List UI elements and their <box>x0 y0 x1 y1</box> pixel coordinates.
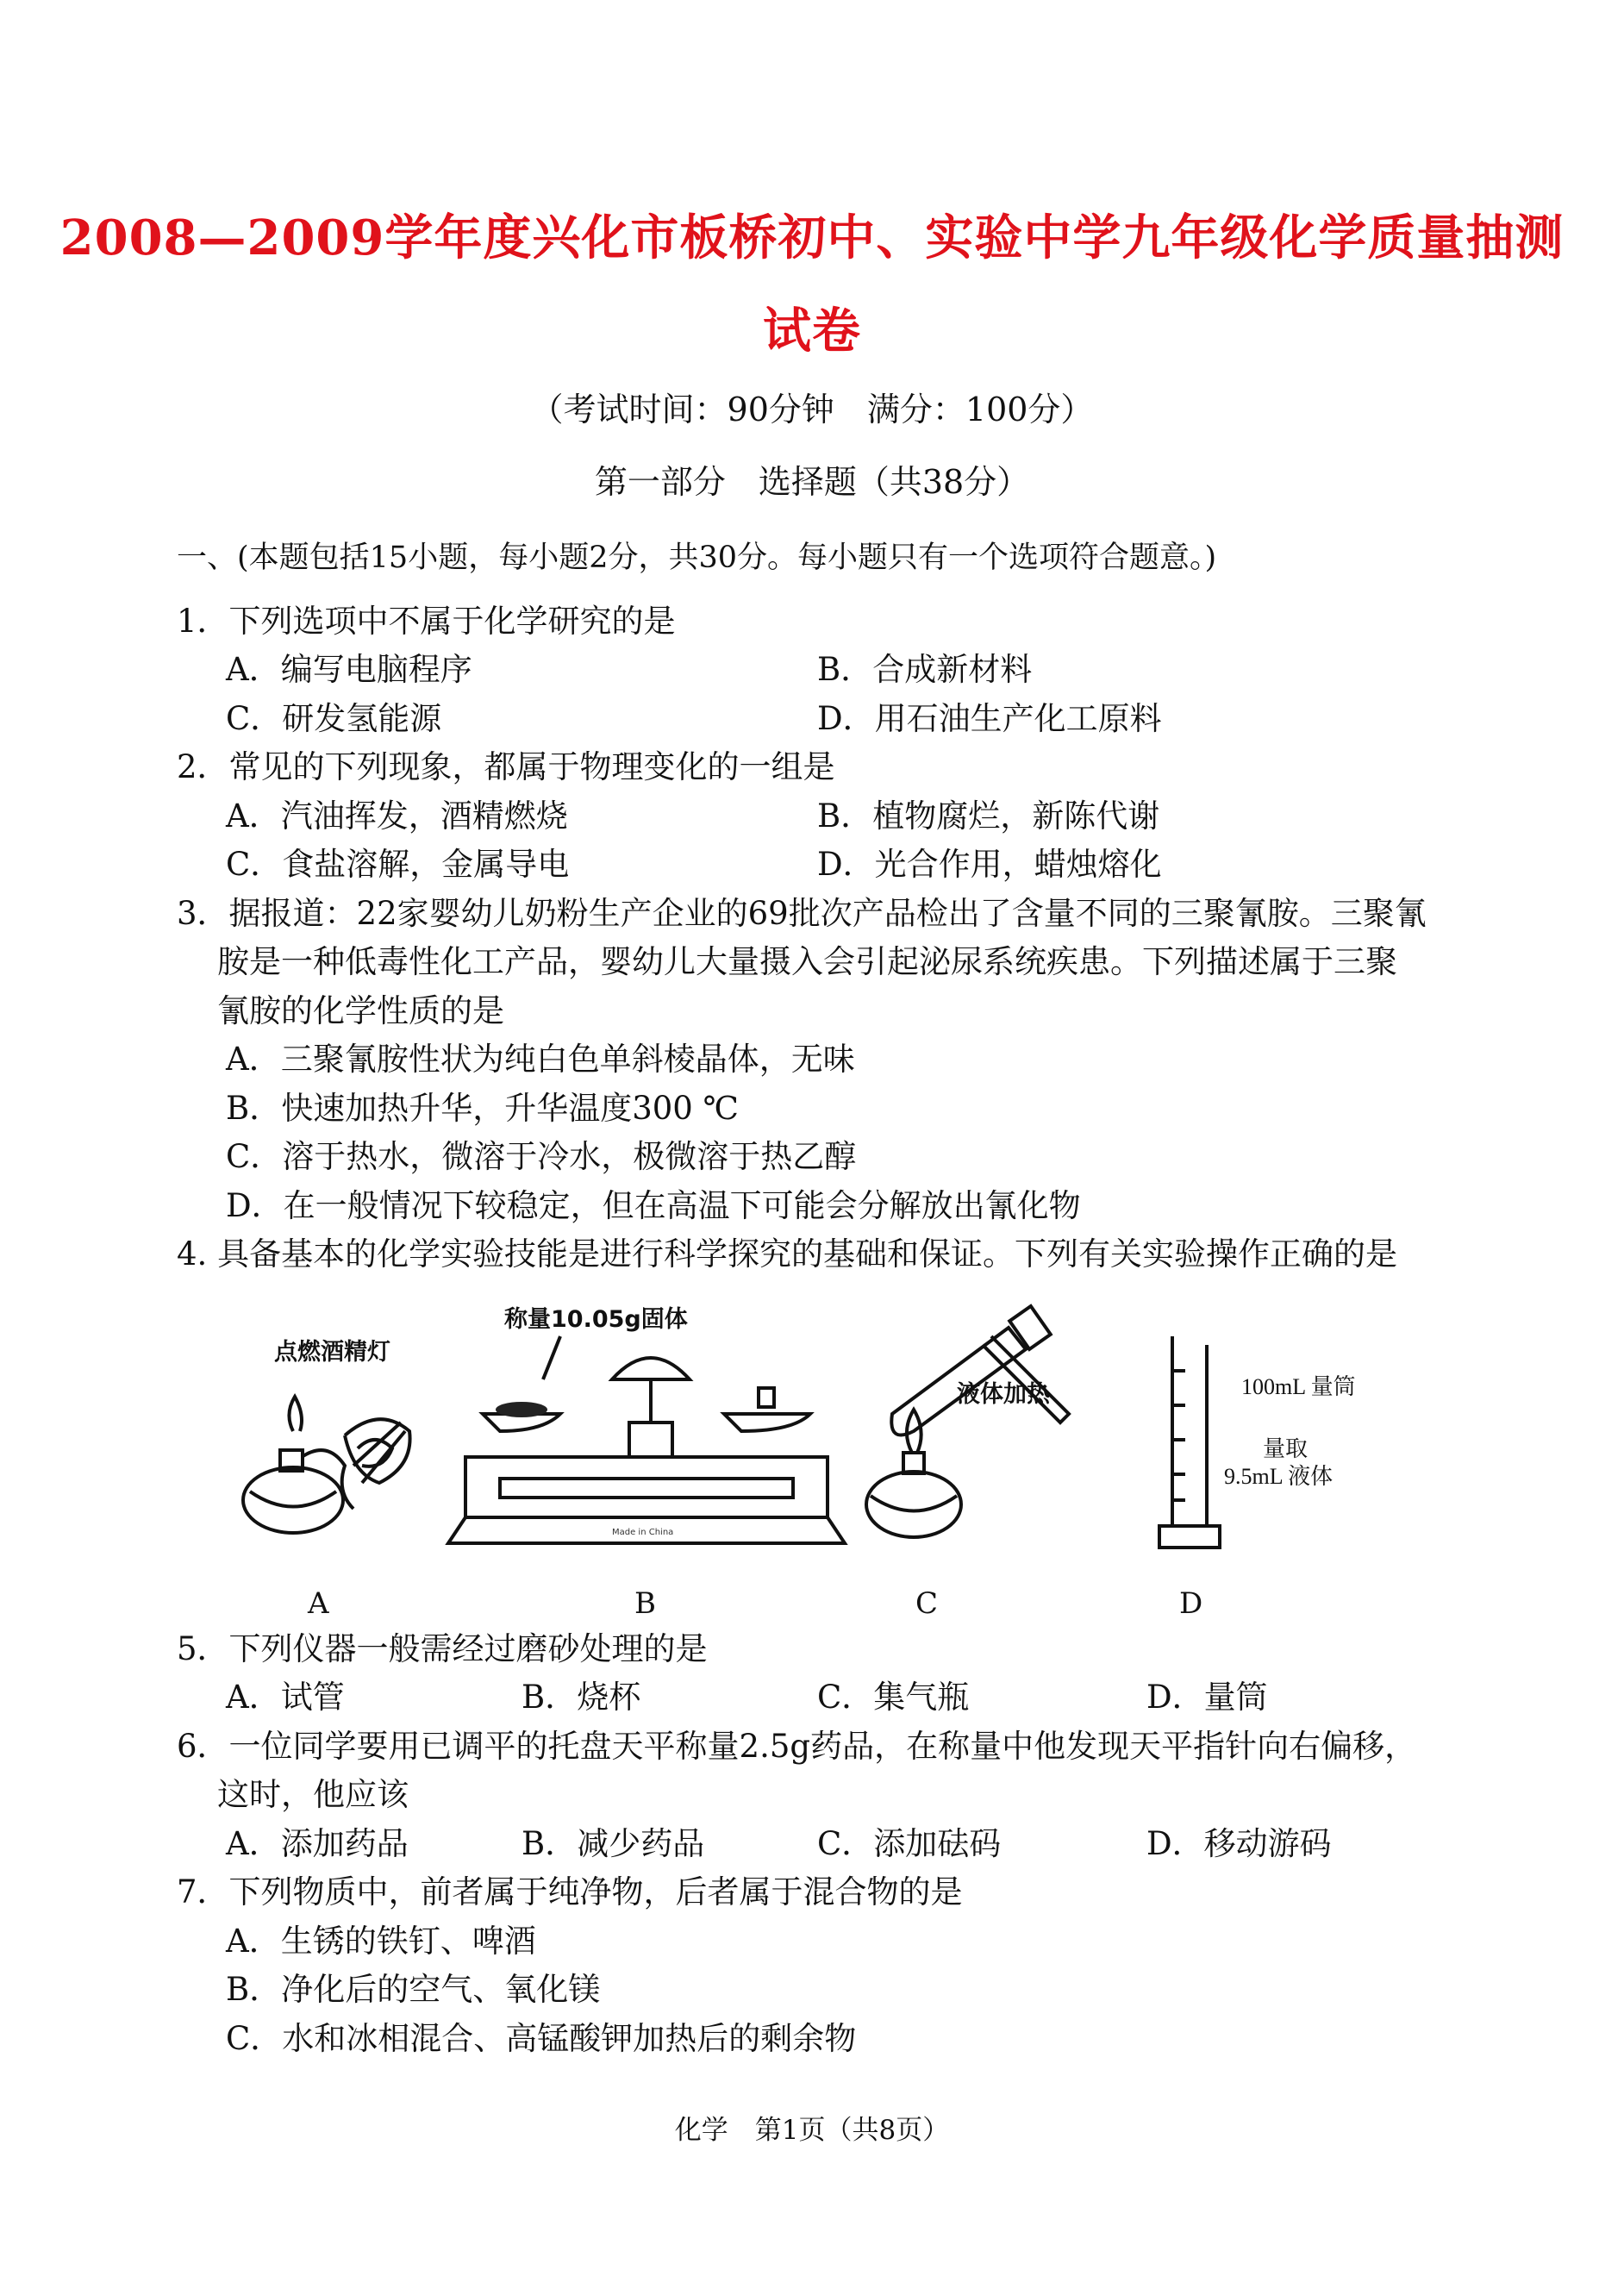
figure-d-caption-3: 9.5mL 液体 <box>1224 1464 1334 1489</box>
figure-b-plate-text: Made in China <box>612 1528 674 1537</box>
figure-d-caption-1: 100mL 量筒 <box>1241 1374 1356 1399</box>
question-2-option-c: C．食盐溶解，金属导电 <box>226 846 570 883</box>
figure-a-alcohol-lamps <box>233 1371 422 1543</box>
question-6-option-d: D．移动游码 <box>1146 1825 1332 1862</box>
question-4-stem: 4. 具备基本的化学实验技能是进行科学探究的基础和保证。下列有关实验操作正确的是 <box>177 1235 1398 1273</box>
question-5-option-c: C．集气瓶 <box>817 1679 970 1716</box>
question-6-stem-line1: 6．一位同学要用已调平的托盘天平称量2.5g药品，在称量中他发现天平指针向右偏移， <box>177 1728 1417 1765</box>
question-1-stem: 1．下列选项中不属于化学研究的是 <box>177 603 676 640</box>
question-7-option-a: A．生锈的铁钉、啤酒 <box>226 1923 536 1960</box>
question-2-option-a: A．汽油挥发，酒精燃烧 <box>226 797 568 835</box>
section-intro: 一、(本题包括15小题，每小题2分，共30分。每小题只有一个选项符合题意。) <box>177 541 1217 575</box>
question-6-option-a: A．添加药品 <box>226 1825 409 1862</box>
figure-d-graduated-cylinder <box>1155 1328 1224 1560</box>
question-7-option-b: B．净化后的空气、氧化镁 <box>226 1971 601 2008</box>
question-2-option-b: B．植物腐烂，新陈代谢 <box>817 797 1160 835</box>
question-3-stem-line2: 胺是一种低毒性化工产品，婴幼儿大量摄入会引起泌尿系统疾患。下列描述属于三聚 <box>217 943 1397 980</box>
page-footer: 化学 第1页（共8页） <box>674 2115 950 2146</box>
question-6-stem-line2: 这时，他应该 <box>217 1776 409 1813</box>
figure-d-caption-2: 量取 <box>1263 1436 1309 1461</box>
figure-c-label: C <box>915 1586 939 1621</box>
question-3-option-a: A．三聚氰胺性状为纯白色单斜棱晶体，无味 <box>226 1041 855 1078</box>
question-3-stem-line1: 3．据报道：22家婴幼儿奶粉生产企业的69批次产品检出了含量不同的三聚氰胺。三聚氰 <box>177 895 1427 932</box>
exam-title-line1: 2008—2009学年度兴化市板桥初中、实验中学九年级化学质量抽测 <box>59 209 1565 266</box>
figure-b-label: B <box>634 1586 656 1621</box>
question-5-stem: 5．下列仪器一般需经过磨砂处理的是 <box>177 1630 708 1667</box>
question-1-option-b: B．合成新材料 <box>817 651 1033 688</box>
question-6-option-b: B．减少药品 <box>522 1825 705 1862</box>
question-7-stem: 7．下列物质中，前者属于纯净物，后者属于混合物的是 <box>177 1873 963 1910</box>
question-7-option-c: C．水和冰相混合、高锰酸钾加热后的剩余物 <box>226 2020 857 2057</box>
question-2-stem: 2．常见的下列现象，都属于物理变化的一组是 <box>177 748 835 785</box>
question-5-option-b: B．烧杯 <box>522 1679 641 1716</box>
question-1-option-c: C．研发氢能源 <box>226 700 442 737</box>
question-2-option-d: D．光合作用，蜡烛熔化 <box>817 846 1162 883</box>
figure-b-balance <box>448 1328 845 1552</box>
figure-a-caption: 点燃酒精灯 <box>274 1339 390 1366</box>
question-5-option-a: A．试管 <box>226 1679 345 1716</box>
question-5-option-d: D．量筒 <box>1146 1679 1268 1716</box>
figure-c-heating-setup <box>862 1302 1121 1552</box>
figure-b-caption: 称量10.05g固体 <box>504 1306 688 1333</box>
exam-title-line2: 试卷 <box>763 303 861 360</box>
figure-d-label: D <box>1179 1586 1203 1621</box>
question-3-option-d: D．在一般情况下较稳定，但在高温下可能会分解放出氰化物 <box>226 1187 1081 1224</box>
figure-c-caption: 液体加热 <box>957 1381 1050 1408</box>
question-6-option-c: C．添加砝码 <box>817 1825 1002 1862</box>
part-heading: 第一部分 选择题（共38分） <box>594 463 1030 501</box>
figure-a-label: A <box>308 1586 329 1621</box>
question-1-option-d: D．用石油生产化工原料 <box>817 700 1162 737</box>
question-3-option-b: B．快速加热升华，升华温度300 ℃ <box>226 1090 739 1127</box>
question-3-option-c: C．溶于热水，微溶于冷水，极微溶于热乙醇 <box>226 1138 857 1175</box>
question-1-option-a: A．编写电脑程序 <box>226 651 472 688</box>
question-3-stem-line3: 氰胺的化学性质的是 <box>217 992 504 1029</box>
exam-info: （考试时间：90分钟 满分：100分） <box>530 391 1094 428</box>
